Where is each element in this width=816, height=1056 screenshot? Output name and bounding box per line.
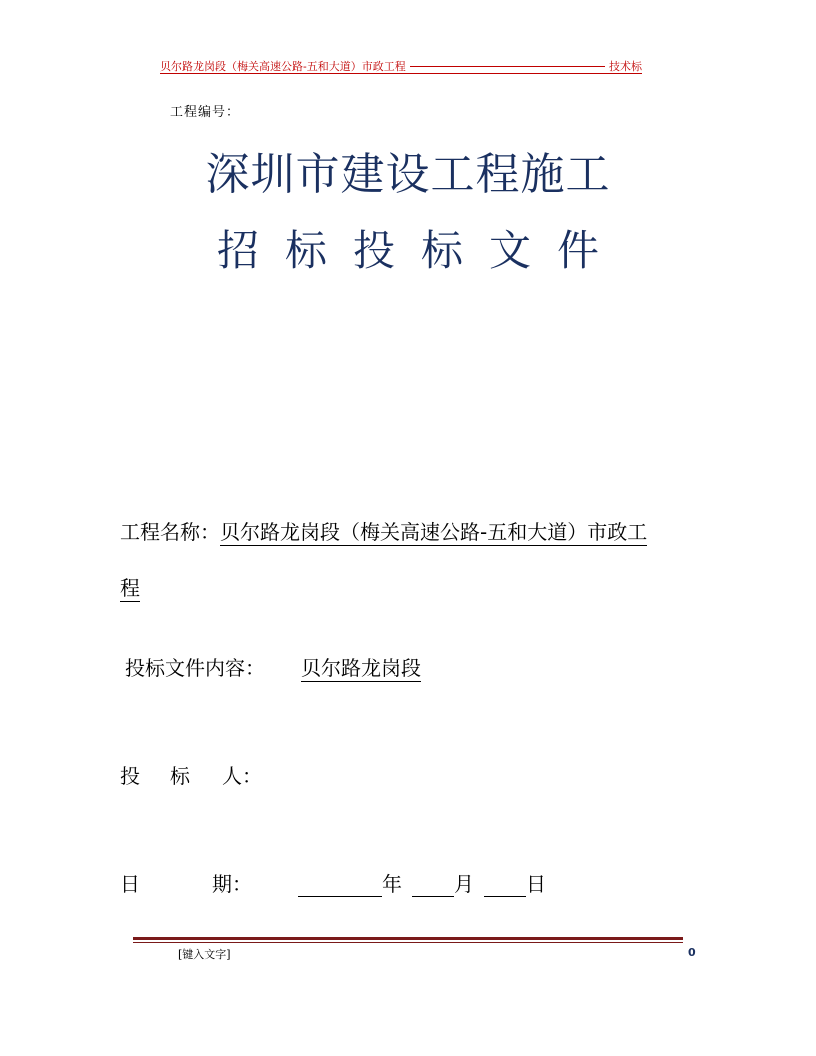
bid-content-value: 贝尔路龙岗段 <box>301 656 421 680</box>
date-label-1: 日 <box>120 872 140 896</box>
year-blank <box>298 876 382 897</box>
bidder-label-1: 投 <box>120 764 140 788</box>
year-label: 年 <box>382 872 402 896</box>
bidder-label-2: 标 <box>170 764 190 788</box>
project-name-value: 贝尔路龙岗段（梅关高速公路-五和大道）市政工 <box>220 520 648 544</box>
header-divider <box>160 73 642 74</box>
header-rule <box>410 66 605 67</box>
footer-placeholder-text: [键入文字] <box>178 948 231 961</box>
bidder-label-3: 人： <box>222 764 262 788</box>
bidder-field <box>120 760 262 789</box>
date-label-2: 期： <box>212 872 252 896</box>
project-name-label: 工程名称： <box>120 520 220 544</box>
bid-content-label: 投标文件内容： <box>125 656 265 680</box>
document-title-line1: 深圳市建设工程施工 <box>205 149 611 200</box>
header-right: 技术标 <box>609 60 642 73</box>
project-name-field <box>120 516 647 545</box>
footer-rule-thin <box>133 942 683 943</box>
page-number: 0 <box>688 946 696 959</box>
month-label: 月 <box>454 872 474 896</box>
project-name-continuation <box>120 572 140 601</box>
date-field <box>120 868 546 897</box>
project-number-label: 工程编号： <box>170 105 241 120</box>
month-blank <box>412 876 454 897</box>
header-title: 贝尔路龙岗段（梅关高速公路-五和大道）市政工程 <box>160 60 406 73</box>
bid-content-field <box>125 652 421 681</box>
day-label: 日 <box>526 872 546 896</box>
footer-rule-thick <box>133 937 683 940</box>
document-title-line2: 招标投标文件 <box>216 226 625 275</box>
day-blank <box>484 876 526 897</box>
project-name-value-continued: 程 <box>120 576 140 600</box>
